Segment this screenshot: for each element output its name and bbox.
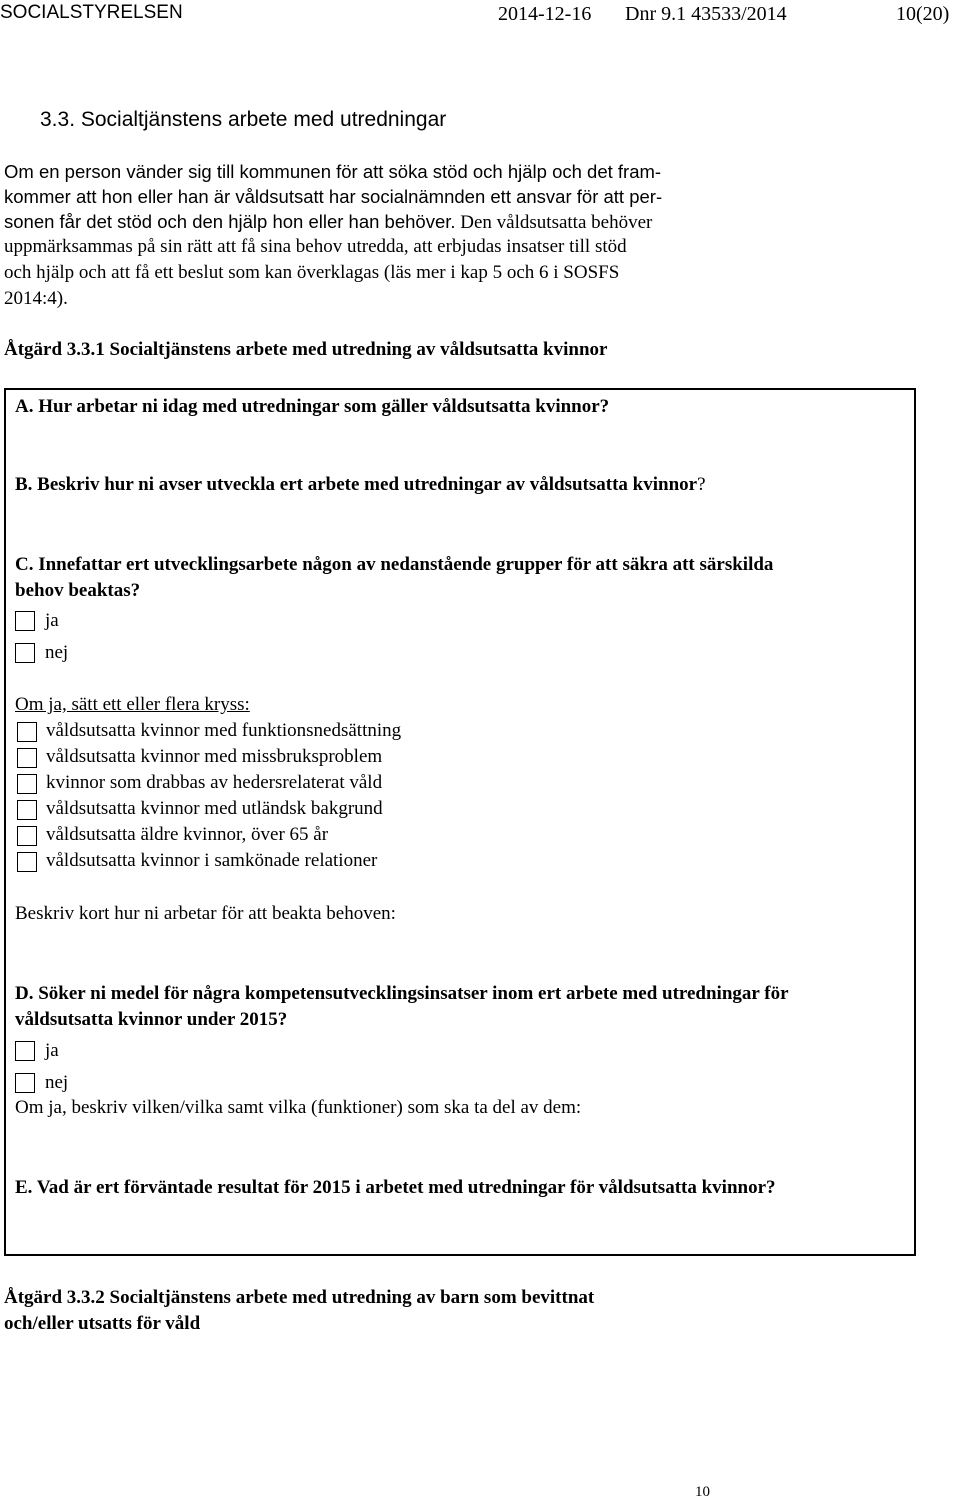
- intro-line-3: [4, 211, 652, 234]
- intro-line-3-sans: sonen får det stöd och den hjälp hon eller han behöver.: [4, 211, 456, 232]
- c-group-label-6: våldsutsatta kvinnor i samkönade relationer: [46, 850, 378, 871]
- body-line-3: 2014:4).: [4, 288, 68, 309]
- intro-line-1: Om en person vänder sig till kommunen för att söka stöd och hjälp och det fram-: [4, 161, 662, 182]
- c-no-label: nej: [45, 642, 69, 663]
- question-d-line-2: våldsutsatta kvinnor under 2015?: [15, 1009, 288, 1030]
- d-yes-label: ja: [45, 1040, 59, 1061]
- d-no-checkbox[interactable]: [15, 1073, 35, 1093]
- c-no-checkbox[interactable]: [15, 643, 35, 663]
- header-org: SOCIALSTYRELSEN: [0, 2, 183, 23]
- c-group-label-4: våldsutsatta kvinnor med utländsk bakgrund: [46, 798, 383, 819]
- body-line-2: och hjälp och att få ett beslut som kan överklagas (läs mer i kap 5 och 6 i SOSFS: [4, 262, 620, 283]
- body-line-1: uppmärksammas på sin rätt att få sina behov utredda, att erbjudas insatser till stöd: [4, 236, 627, 257]
- c-yes-checkbox[interactable]: [15, 611, 35, 631]
- c-group-checkbox-2[interactable]: [17, 748, 37, 768]
- question-c-line-1: C. Innefattar ert utvecklingsarbete någon av nedanstående grupper för att säkra att särskilda: [15, 554, 774, 575]
- c-group-checkbox-3[interactable]: [17, 774, 37, 794]
- question-c-line-2: behov beaktas?: [15, 580, 141, 601]
- c-group-label-1: våldsutsatta kvinnor med funktionsnedsättning: [46, 720, 402, 741]
- c-group-checkbox-1[interactable]: [17, 722, 37, 742]
- question-d-line-1: D. Söker ni medel för några kompetensutvecklingsinsatser inom ert arbete med utredningar för: [15, 983, 789, 1004]
- c-group-checkbox-4[interactable]: [17, 800, 37, 820]
- c-if-yes-instruction: Om ja, sätt ett eller flera kryss:: [15, 694, 250, 715]
- c-group-label-3: kvinnor som drabbas av hedersrelaterat våld: [46, 772, 383, 793]
- c-group-label-5: våldsutsatta äldre kvinnor, över 65 år: [46, 824, 329, 845]
- d-no-label: nej: [45, 1072, 69, 1093]
- section-title: 3.3. Socialtjänstens arbete med utredningar: [40, 108, 447, 131]
- question-a: A. Hur arbetar ni idag med utredningar som gäller våldsutsatta kvinnor?: [15, 396, 610, 417]
- d-yes-checkbox[interactable]: [15, 1041, 35, 1061]
- d-describe-prompt: Om ja, beskriv vilken/vilka samt vilka (funktioner) som ska ta del av dem:: [15, 1097, 582, 1118]
- header-dnr: Dnr 9.1 43533/2014: [625, 3, 787, 25]
- action-331-title: Åtgärd 3.3.1 Socialtjänstens arbete med utredning av våldsutsatta kvinnor: [4, 339, 608, 360]
- header-page: 10(20): [896, 3, 950, 25]
- c-group-checkbox-5[interactable]: [17, 826, 37, 846]
- action-332-title-line-2: och/eller utsatts för våld: [4, 1313, 201, 1334]
- question-b: [15, 474, 706, 496]
- c-yes-label: ja: [45, 610, 59, 631]
- c-group-label-2: våldsutsatta kvinnor med missbruksproblem: [46, 746, 383, 767]
- intro-line-3-serif: Den våldsutsatta behöver: [455, 212, 653, 233]
- question-e: E. Vad är ert förväntade resultat för 2015 i arbetet med utredningar för våldsutsatta kvinnor?: [15, 1177, 776, 1198]
- action-332-title-line-1: Åtgärd 3.3.2 Socialtjänstens arbete med utredning av barn som bevittnat: [4, 1287, 595, 1308]
- question-b-mark: ?: [697, 474, 706, 495]
- header-date: 2014-12-16: [498, 3, 592, 25]
- questionnaire-box: [4, 388, 916, 1256]
- intro-line-2: kommer att hon eller han är våldsutsatt har socialnämnden ett ansvar för att per-: [4, 186, 663, 207]
- c-describe-prompt: Beskriv kort hur ni arbetar för att beakta behoven:: [15, 903, 396, 924]
- c-group-checkbox-6[interactable]: [17, 852, 37, 872]
- question-b-text: B. Beskriv hur ni avser utveckla ert arbete med utredningar av våldsutsatta kvinnor: [15, 474, 698, 495]
- footer-page-number: 10: [695, 1484, 710, 1500]
